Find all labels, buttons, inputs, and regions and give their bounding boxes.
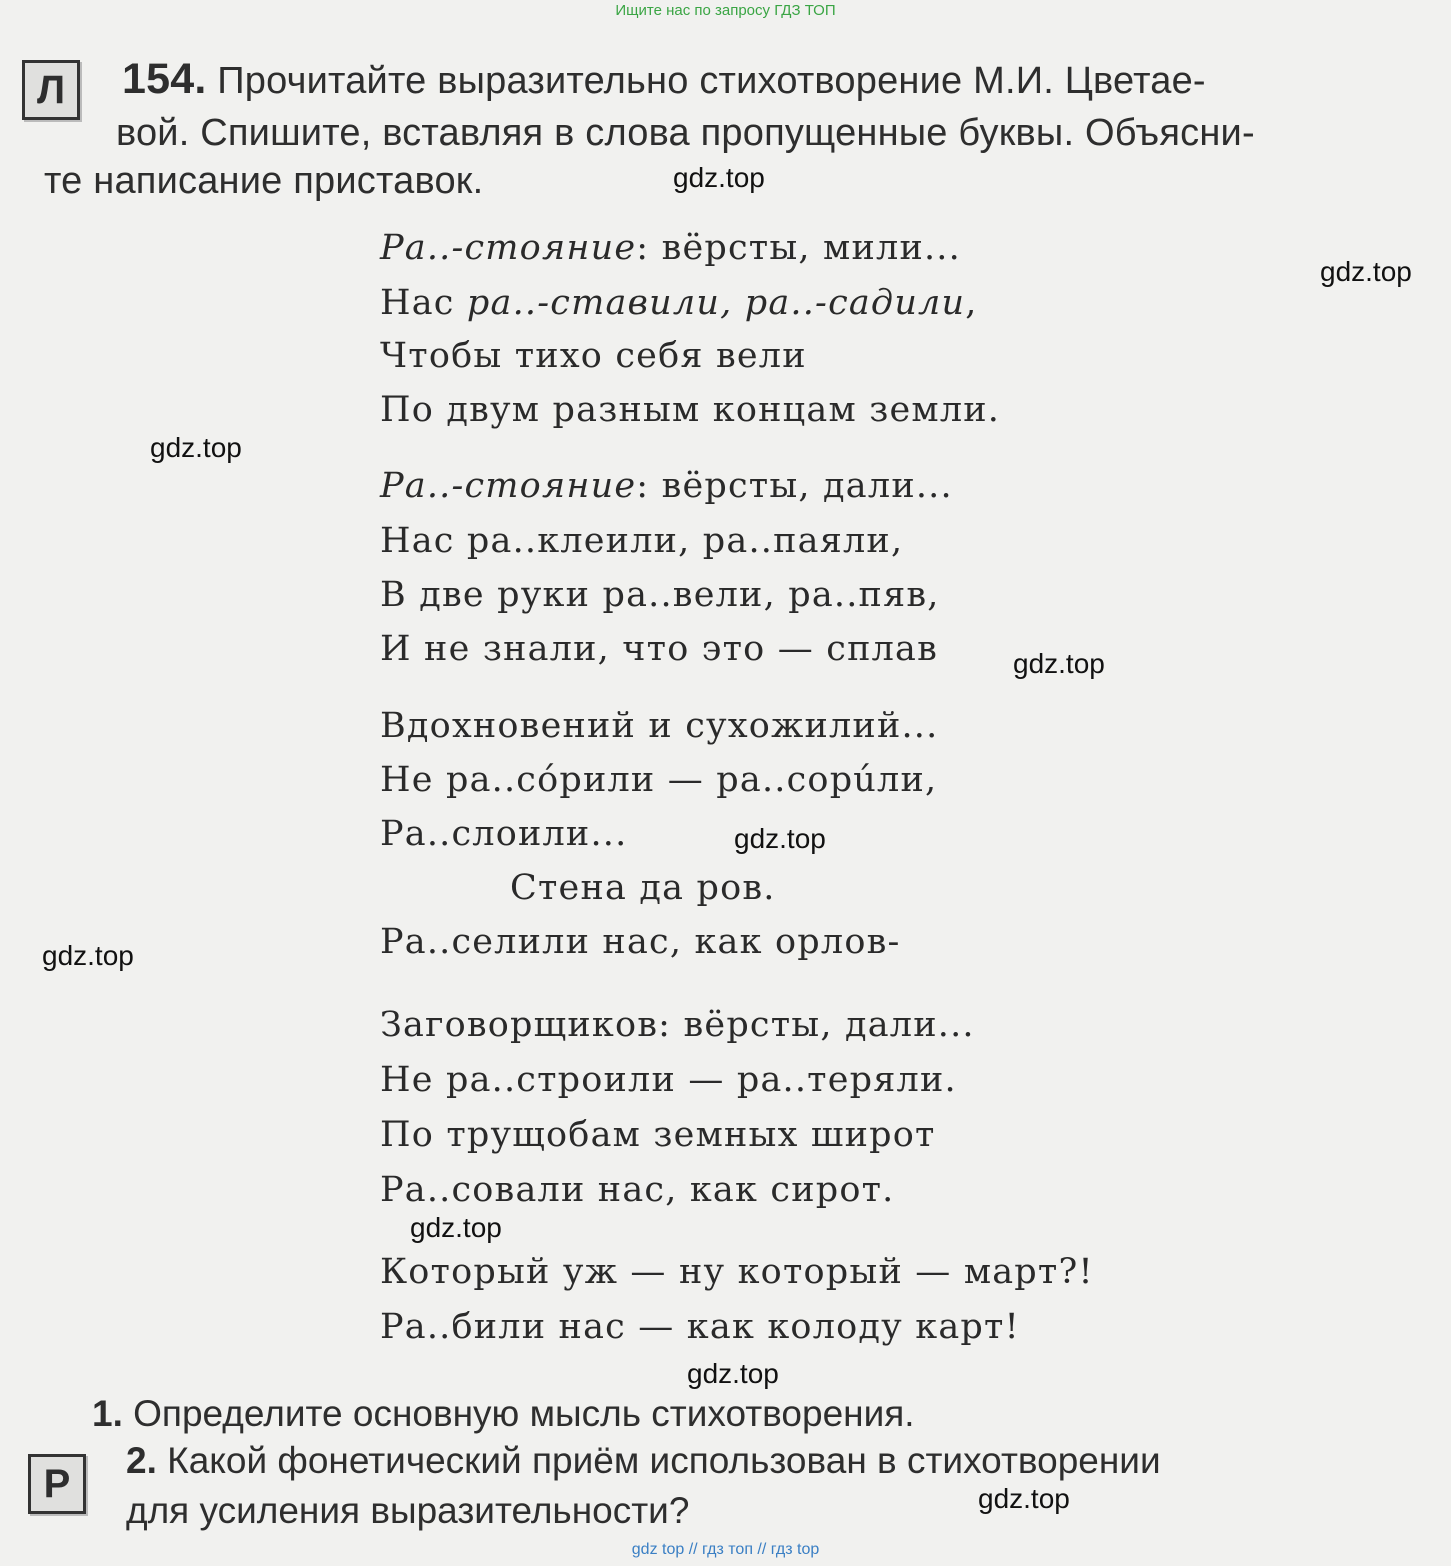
poem-line-8: И не знали, что это — сплав	[380, 629, 939, 669]
question-2	[126, 1440, 1161, 1482]
bottom-banner-link[interactable]: gdz top // гдз топ // гдз top	[631, 1541, 820, 1558]
poem-text: : вёрсты, мили...	[636, 228, 961, 268]
poem-line-15: Не ра..строили — ра..теряли.	[380, 1060, 957, 1100]
question-1-number: 1.	[92, 1393, 123, 1434]
question-1-text: Определите основную мысль стихотворения.	[133, 1393, 915, 1434]
poem-italic: ра..-ставили, ра..-садили	[466, 283, 966, 323]
question-1	[92, 1393, 915, 1435]
poem-line-7: В две руки ра..вели, ра..пяв,	[380, 575, 940, 615]
task-line-3: те написание приставок.	[44, 160, 484, 202]
poem-line-14: Заговорщиков: вёрсты, дали...	[380, 1005, 975, 1045]
poem-line-6: Нас ра..клеили, ра..паяли,	[380, 521, 904, 561]
poem-line-5	[380, 466, 953, 506]
poem-line-9: Вдохновений и сухожилий...	[380, 706, 939, 746]
question-2-line-2: для усиления выразительности?	[126, 1490, 690, 1531]
poem-italic: Ра..-стояние	[380, 466, 637, 506]
poem-line-2	[380, 283, 978, 323]
watermark-text: gdz.top	[978, 1483, 1070, 1514]
watermark-text: gdz.top	[673, 162, 765, 193]
poem-line-19: Ра..били нас — как колоду карт!	[380, 1307, 1020, 1347]
question-2-number: 2.	[126, 1440, 157, 1481]
watermark-text: gdz.top	[150, 432, 242, 463]
question-2-text: Какой фонетический приём использован в стихотворении	[167, 1440, 1161, 1481]
poem-line-18: Который уж — ну который — март?!	[380, 1252, 1094, 1292]
poem-line-16: По трущобам земных широт	[380, 1115, 936, 1155]
task-badge-l: Л	[22, 60, 80, 120]
task-number: 154.	[122, 55, 207, 103]
poem-text: : вёрсты, дали...	[636, 466, 953, 506]
poem-italic: Ра..-стояние	[380, 228, 637, 268]
poem-line-10: Не ра..сóрили — ра..сорúли,	[380, 760, 938, 800]
poem-line-1	[380, 228, 961, 268]
task-line-2: вой. Спишите, вставляя в слова пропущенные буквы. Объясни-	[116, 112, 1255, 154]
poem-line-11: Ра..слоили...	[380, 814, 628, 854]
watermark-text: gdz.top	[734, 823, 826, 854]
watermark-text: gdz.top	[42, 940, 134, 971]
task-line-1	[122, 55, 1206, 104]
watermark-text: gdz.top	[410, 1212, 502, 1243]
poem-line-4: По двум разным концам земли.	[380, 390, 1001, 430]
poem-line-13: Ра..селили нас, как орлов-	[380, 922, 901, 962]
top-banner-link[interactable]: Ищите нас по запросу ГДЗ ТОП	[615, 2, 836, 19]
poem-line-17: Ра..совали нас, как сирот.	[380, 1170, 895, 1210]
poem-text: Нас	[380, 283, 467, 323]
watermark-text: gdz.top	[1013, 648, 1105, 679]
poem-text: ,	[965, 283, 978, 323]
task-text-1: Прочитайте выразительно стихотворение М.И. Цветае-	[217, 60, 1206, 102]
watermark-text: gdz.top	[687, 1358, 779, 1389]
poem-line-12: Стена да ров.	[510, 868, 776, 908]
poem-line-3: Чтобы тихо себя вели	[380, 336, 807, 376]
watermark-text: gdz.top	[1320, 256, 1412, 287]
task-badge-r: Р	[28, 1454, 86, 1514]
